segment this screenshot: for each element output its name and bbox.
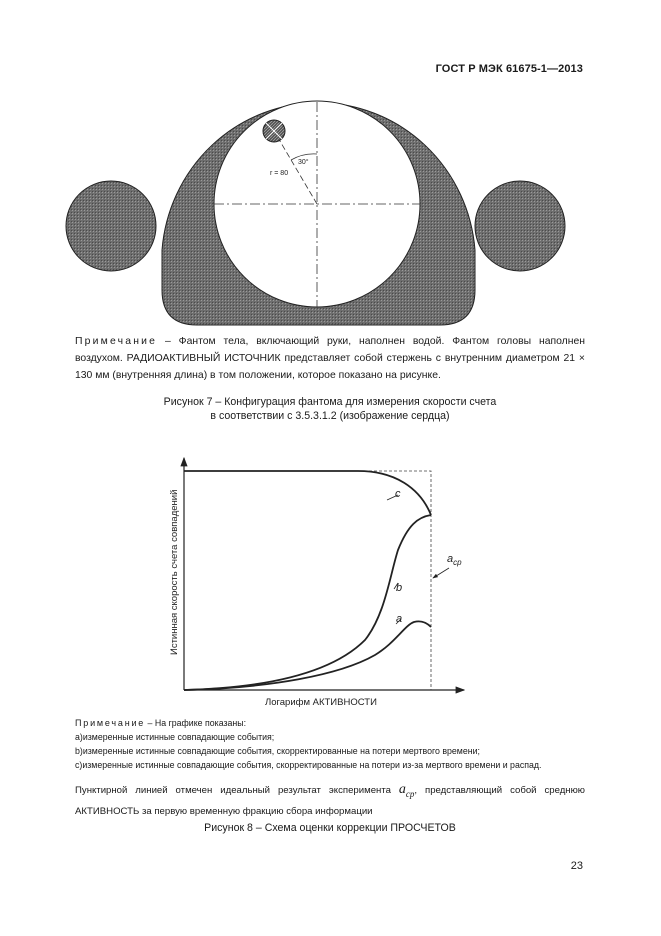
acp-label: $a_{cp}$ [447, 553, 462, 567]
curve-c [184, 471, 431, 515]
right-arm-phantom [475, 181, 565, 271]
left-arm-phantom [66, 181, 156, 271]
acp-arrow [433, 568, 449, 578]
phantom-diagram [0, 0, 661, 330]
curve-b-label: b [396, 582, 403, 594]
radius-label: r = 80 [270, 170, 289, 177]
figure8-note: Примечание – На графике показаны: a)измеренные истинные совпадающие события; b)измеренные истинные совпадающие события, скорректированные на потери мертвого времени; c)измеренные истинные совпадающие события, скорректированные на потери из-за мертвого времени и распад. [75, 716, 585, 772]
y-axis-label: Истинная скорость счета совпадений [169, 489, 180, 655]
figure7-note: Примечание – Фантом тела, включающий руки, наполнен водой. Фантом головы наполнен воздухом. РАДИОАКТИВНЫЙ ИСТОЧНИК представляет собой стержень с внутренним диаметром 21 × 130 мм (внутренняя длина) в том положении, которое показано на рисунке. [75, 336, 585, 381]
figure7-caption: Рисунок 7 – Конфигурация фантома для измерения скорости счета в соответствии с 3.5.3.1.2 (изображение сердца) [163, 396, 497, 422]
curve-c-label: c [395, 488, 401, 500]
angle-label: 30° [298, 159, 309, 166]
count-rate-chart [0, 455, 661, 715]
x-axis-label: Логарифм АКТИВНОСТИ [265, 697, 377, 708]
curve-b [184, 515, 431, 690]
note-item-b: b)измеренные истинные совпадающие события, скорректированные на потери мертвого времени; [75, 746, 480, 756]
page-number: 23 [570, 860, 583, 872]
note-item-a: a)измеренные истинные совпадающие события; [75, 732, 275, 742]
note-item-c: c)измеренные истинные совпадающие события, скорректированные на потери из-за мертвого времени и распад. [75, 760, 542, 770]
document-standard-header: ГОСТ Р МЭК 61675-1—2013 [435, 63, 583, 75]
curve-a-label: a [396, 613, 403, 625]
figure8-caption: Рисунок 8 – Схема оценки коррекции ПРОСЧЕТОВ [204, 822, 456, 834]
ideal-dashed-line [184, 471, 431, 690]
curve-a [184, 621, 431, 690]
figure8-explanation: Пунктирной линией отмечен идеальный результат эксперимента $a_{cp}$, представляющий собой среднюю АКТИВНОСТЬ за первую временную фракцию сбора информации [75, 782, 585, 817]
